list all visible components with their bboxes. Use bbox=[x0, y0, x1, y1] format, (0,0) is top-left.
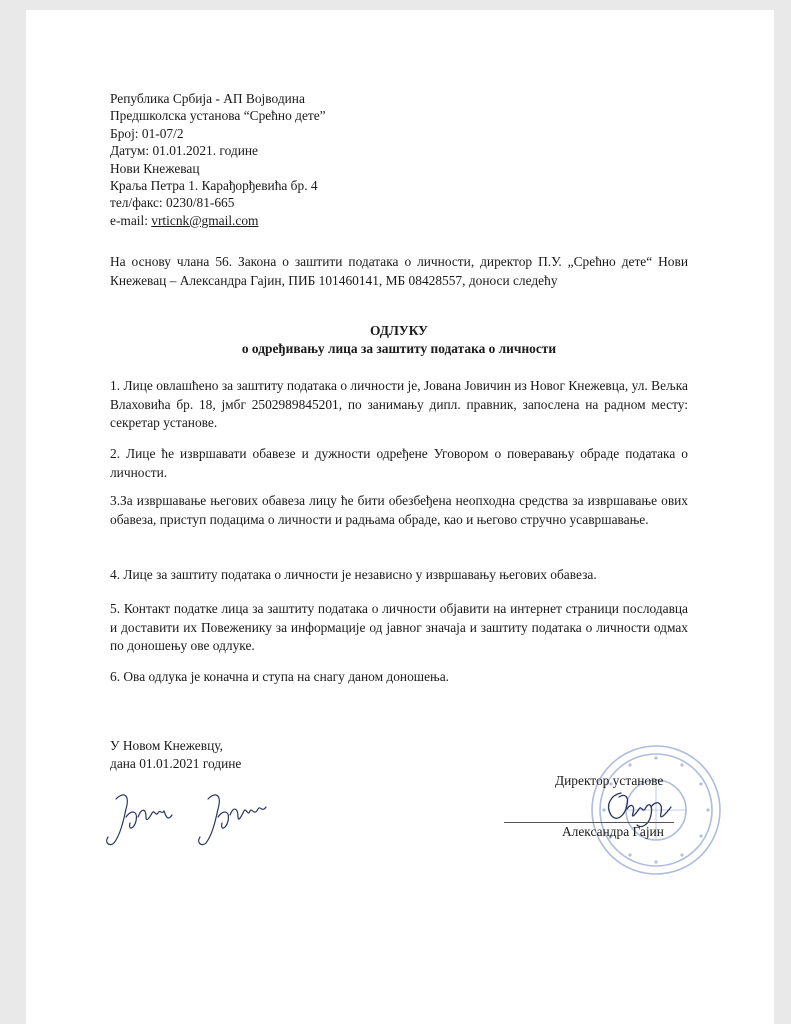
decision-subtitle: о одређивању лица за заштиту података о личности bbox=[241, 341, 557, 356]
header-line-number: Број: 01-07/2 bbox=[110, 125, 184, 141]
header-line-city: Нови Кнежевац bbox=[110, 160, 200, 176]
header-line-institution: Предшколска установа “Срећно дете” bbox=[110, 108, 326, 124]
header-line-republic: Република Србија - АП Војводина bbox=[110, 91, 305, 106]
signature-line bbox=[504, 822, 674, 823]
header-line-email bbox=[110, 212, 326, 229]
decision-title: ОДЛУКУ bbox=[369, 323, 429, 338]
document-page bbox=[26, 10, 774, 1024]
handwritten-signature-left bbox=[96, 787, 276, 851]
email-link[interactable]: vrticnk@gmail.com bbox=[151, 212, 259, 228]
paragraph-6: 6. Ова одлука је коначна и ступа на снагу даном доношења. bbox=[110, 669, 450, 684]
letterhead bbox=[110, 90, 326, 229]
paragraph-5: 5. Контакт податке лица за заштиту података о личности објавити на интернет страници послодавца и доставити их Повеженику за информације од јавног значаја и заштиту података о личности одмах по доношењу ове одлуке. bbox=[110, 601, 688, 653]
paragraph-1: 1. Лице овлашћено за заштиту података о личности је, Јована Јовичин из Новог Кнежевца, ул. Вељка Влаховића бр. 18, јмбг 2502989845201, по занимању дипл. правник, запослена на радном месту: секретар установе. bbox=[110, 378, 688, 430]
paragraph-2: 2. Лице ће извршавати обавезе и дужности одређене Уговором о поверавању обраде података о личности. bbox=[110, 446, 688, 480]
director-name: Александра Гајин bbox=[562, 824, 664, 839]
place-line: У Новом Кнежевцу, bbox=[110, 738, 223, 753]
header-line-address: Краља Петра 1. Карађорђевића бр. 4 bbox=[110, 178, 318, 194]
place-and-date bbox=[110, 737, 241, 773]
director-title: Директор установе bbox=[555, 773, 664, 788]
date-line: дана 01.01.2021 године bbox=[110, 756, 242, 771]
header-line-phone: тел/факс: 0230/81-665 bbox=[110, 195, 235, 211]
header-line-date: Датум: 01.01.2021. године bbox=[110, 143, 258, 159]
intro-paragraph: На основу члана 56. Закона о заштити података о личности, директор П.У. „Срећно дете“ Нови Кнежевац – Александра Гајин, ПИБ 101460141, МБ 08428557, доноси следећу bbox=[110, 254, 688, 288]
email-label: e-mail: bbox=[110, 212, 152, 228]
paragraph-3: 3.За извршавање његових обавеза лицу ће бити обезбеђена неопходна средства за извршавање ових обавеза, приступ подацима о личности и радњама обраде, као и његово стручно усавршавање. bbox=[110, 493, 688, 527]
paragraph-4: 4. Лице за заштиту података о личности је независно у извршавању његових обавеза. bbox=[110, 567, 597, 582]
